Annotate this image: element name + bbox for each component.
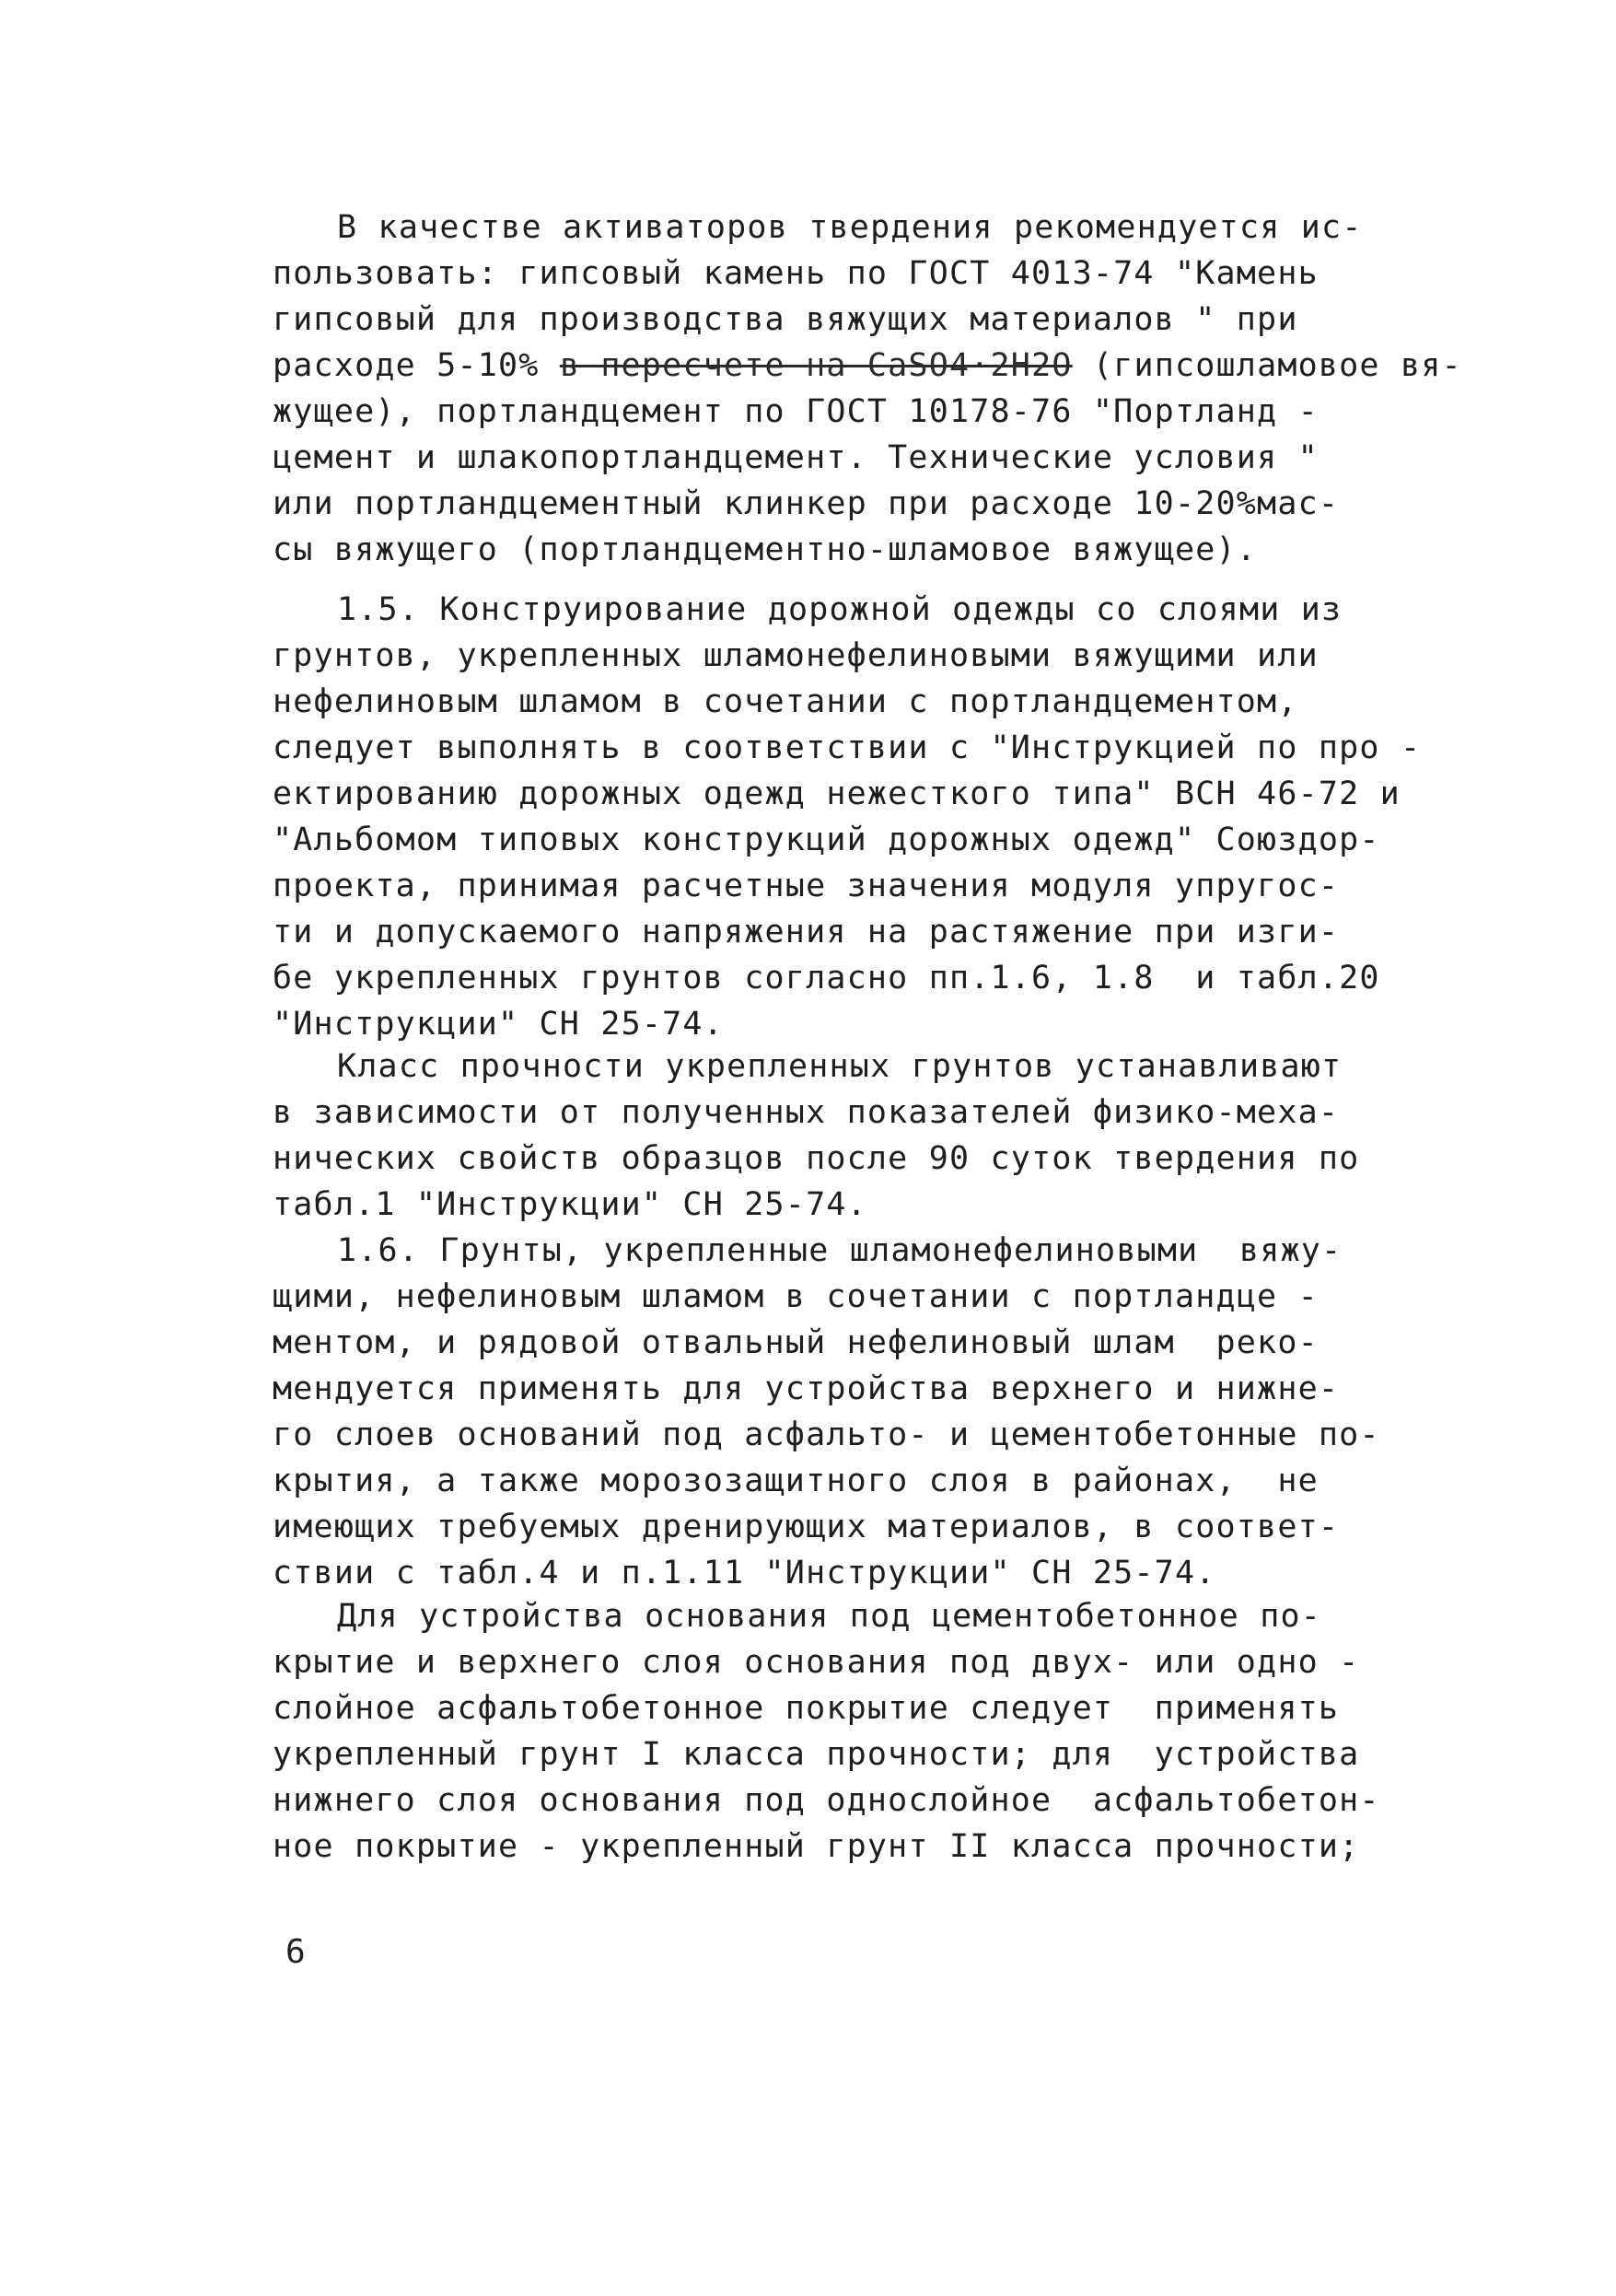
text-line: или портландцементный клинкер при расходе 10-20%мас- <box>273 485 1340 522</box>
text-line: Класс прочности укрепленных грунтов устанавливают <box>337 1048 1343 1085</box>
text-line: ментом, и рядовой отвальный нефелиновый шлам реко- <box>273 1324 1319 1361</box>
text-line: ектированию дорожных одежд нежесткого типа" ВСН 46-72 и <box>273 775 1401 812</box>
paragraph-strength-class <box>273 1043 1451 1228</box>
text-line: проекта, принимая расчетные значения модуля упругос- <box>273 868 1340 904</box>
text-line: слойное асфальтобетонное покрытие следует применять <box>273 1690 1340 1727</box>
text-line: табл.1 "Инструкции" СН 25-74. <box>273 1186 867 1223</box>
text-fragment: (гипсошламовое вя- <box>1072 347 1462 384</box>
text-line: пользовать: гипсовый камень по ГОСТ 4013-74 "Камень <box>273 255 1319 292</box>
text-line: ное покрытие - укрепленный грунт II класса прочности; <box>273 1828 1360 1865</box>
text-line: укрепленный грунт I класса прочности; для устройства <box>273 1736 1360 1773</box>
text-line: ти и допускаемого напряжения на растяжение при изги- <box>273 914 1340 950</box>
paragraph-1-5 <box>273 587 1451 1047</box>
text-line: нефелиновым шламом в сочетании с портландцементом, <box>273 683 1298 720</box>
text-line: нических свойств образцов после 90 суток твердения по <box>273 1140 1360 1177</box>
text-line: следует выполнять в соответствии с "Инструкцией по про - <box>273 729 1422 766</box>
paragraph-activators <box>273 204 1462 573</box>
text-line: нижнего слоя основания под однослойное асфальтобетон- <box>273 1782 1380 1819</box>
text-line: бе укрепленных грунтов согласно пп.1.6, 1.8 и табл.20 <box>273 960 1380 996</box>
text-line: "Инструкции" СН 25-74. <box>273 1006 724 1043</box>
text-line: гипсовый для производства вяжущих материалов " при <box>273 301 1298 338</box>
text-line: грунтов, укрепленных шламонефелиновыми вяжущими или <box>273 637 1319 674</box>
text-line: жущее), портландцемент по ГОСТ 10178-76 "Портланд - <box>273 393 1319 430</box>
paragraph-base-construction <box>273 1593 1451 1870</box>
text-fragment: расходе 5-10% <box>273 347 540 384</box>
text-line: крытия, а также морозозащитного слоя в районах, не <box>273 1463 1319 1499</box>
text-line: сы вяжущего (портландцементно-шламовое вяжущее). <box>273 531 1258 568</box>
text-line: Для устройства основания под цементобетонное по- <box>337 1598 1322 1635</box>
text-line: крытие и верхнего слоя основания под двух- или одно - <box>273 1644 1360 1681</box>
text-line: В качестве активаторов твердения рекомендуется ис- <box>337 209 1363 246</box>
paragraph-1-6 <box>273 1228 1451 1596</box>
text-line: в зависимости от полученных показателей физико-меха- <box>273 1094 1340 1131</box>
text-line: 1.6. Грунты, укрепленные шламонефелиновыми вяжу- <box>337 1232 1343 1269</box>
text-line: щими, нефелиновым шламом в сочетании с портландце - <box>273 1278 1319 1315</box>
text-line <box>273 343 1462 389</box>
text-line: ствии с табл.4 и п.1.11 "Инструкции" СН 25-74. <box>273 1555 1216 1591</box>
text-line: го слоев оснований под асфальто- и цементобетонные по- <box>273 1416 1380 1453</box>
text-line: "Альбомом типовых конструкций дорожных одежд" Союздор- <box>273 822 1380 858</box>
text-line: имеющих требуемых дренирующих материалов, в соответ- <box>273 1509 1340 1545</box>
page-number: 6 <box>285 1933 306 1971</box>
text-line: мендуется применять для устройства верхнего и нижне- <box>273 1370 1340 1407</box>
text-line: цемент и шлакопортландцемент. Технические условия " <box>273 439 1319 476</box>
struck-out-text: в пересчете на CaSO4·2H2O <box>559 347 1073 384</box>
text-line: 1.5. Конструирование дорожной одежды со слоями из <box>337 591 1343 628</box>
